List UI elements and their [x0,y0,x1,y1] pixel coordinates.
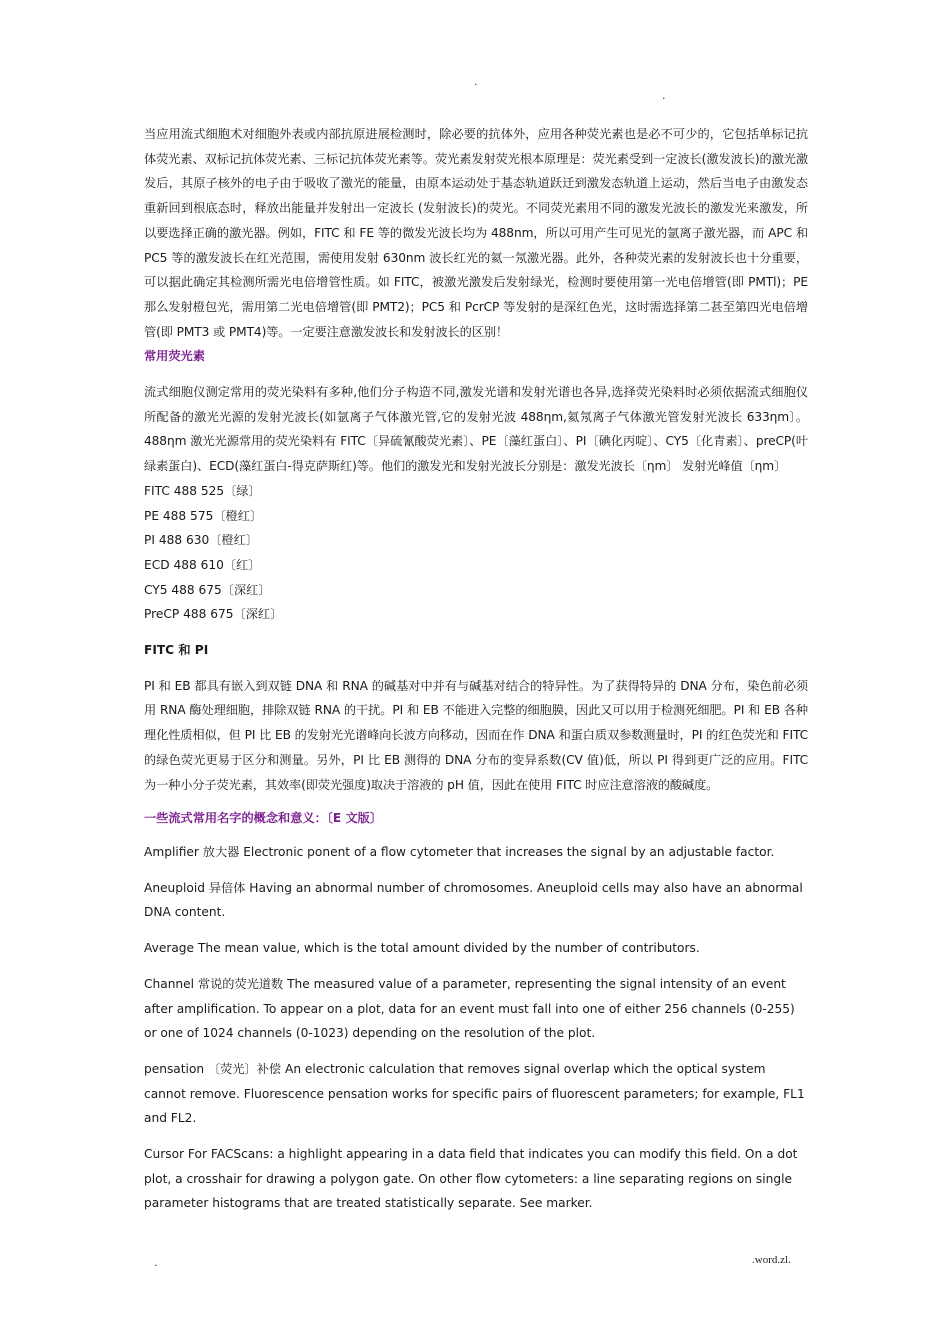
glossary-entry: Channel 常说的荧光道数 The measured value of a parameter, representing the signal intensity of an event after amplification. To appear on a plot, data for an event must fall into one of either 256 channels (0-255) or one of 1024 channels (0-1023) depending on the resolution of the plot. [144,976,795,1041]
fluorescein-paragraph: 流式细胞仪测定常用的荧光染料有多种,他们分子构造不同,激发光谱和发射光谱也各异,选择荧光染料时必须依据流式细胞仪所配备的激光光源的发射光波长(如氩离子气体激光管,它的发射光波 488ηm,氦氖离子气体激光管发射光波长 633ηm〕。488ηm 激光光源常用的荧光染料有 FITC〔异硫氰酸荧光素〕、PE〔藻红蛋白〕、PI〔碘化丙啶〕、CY5〔化青素〕、preCP(叶绿素蛋白)、ECD(藻红蛋白-得克萨斯红)等。他们的激发光和发射光波长分别是：激发光波长〔ηm〕 发射光峰值〔ηm〕 [144,385,808,474]
section-heading-fitc-pi: FITC 和 PI [144,643,209,658]
header-dot-left: . [474,75,478,88]
header-dot-right: . [662,89,666,102]
list-item: PreCP 488 675〔深红〕 [144,607,283,622]
glossary-entry: Amplifier 放大器 Electronic ponent of a flow cytometer that increases the signal by an adjustable factor. [144,844,775,859]
list-item: ECD 488 610〔红〕 [144,557,261,572]
section-heading-fluorescein: 常用荧光素 [144,349,205,364]
fluorescein-list [144,479,808,627]
list-item: FITC 488 525〔绿〕 [144,483,261,498]
glossary-entry: Aneuploid 异倍体 Having an abnormal number of chromosomes. Aneuploid cells may also have an abnormal DNA content. [144,880,803,920]
list-item: PI 488 630〔橙红〕 [144,533,258,548]
glossary-entry: Average The mean value, which is the total amount divided by the number of contributors. [144,941,700,956]
footer-dot: . [154,1256,158,1269]
glossary-entry: pensation 〔荧光〕补偿 An electronic calculation that removes signal overlap which the optical system cannot remove. Fluorescence pensation works for specific pairs of fluorescent parameters; for example, FL1 and FL2. [144,1061,805,1126]
list-item: CY5 488 675〔深红〕 [144,582,271,597]
intro-paragraph: 当应用流式细胞术对细胞外表或内部抗原进展检测时，除必要的抗体外，应用各种荧光素也是必不可少的，它包括单标记抗体荧光素、双标记抗体荧光素、三标记抗体荧光素等。荧光素发射荧光根本原理是：荧光素受到一定波长(激发波长)的激光激发后，其原子核外的电子由于吸收了激光的能量，由原本运动处于基态轨道跃迁到激发态轨道上运动，然后当电子由激发态重新回到根底态时，释放出能量并发射出一定波长 (发射波长)的荧光。不同荧光素用不同的激发光波长的激发光来激发，所以要选择正确的激光器。例如，FITC 和 FE 等的微发光波长均为 488nm，所以可用产生可见光的氩离子激光器，而 APC 和 PC5 等的激发波长在红光范围，需使用发射 630nm 波长红光的氦一氖激光器。此外，各种荧光素的发射波长也十分重要，可以据此确定其检测所需光电倍增管性质。如 FITC，被激光激发后发射绿光，检测时要使用第一光电倍增管(即 PMTl)；PE 那么发射橙包光，需用第二光电倍增管(即 PMT2)；PC5 和 PcrCP 等发射的是深红色光，这时需选择第二甚至第四光电倍增管(即 PMT3 或 PMT4)等。一定要注意激发波长和发射波长的区别！ [144,127,808,339]
list-item: PE 488 575〔橙红〕 [144,508,263,523]
document-body [144,122,808,1227]
glossary-entry: Cursor For FACScans: a highlight appearing in a data field that indicates you can modify this field. On a dot plot, a crosshair for drawing a polygon gate. On other flow cytometers: a line separating regions on single parameter histograms that are treated statistically separate. See marker. [144,1147,798,1211]
footer-source-text: .word.zl. [752,1254,791,1266]
section-heading-terms: 一些流式常用名字的概念和意义：〔E 文版〕 [144,811,383,826]
fitc-pi-paragraph: PI 和 EB 都具有嵌入到双链 DNA 和 RNA 的碱基对中并有与碱基对结合的特异性。为了获得特异的 DNA 分布，染色前必须用 RNA 酶处理细胞，排除双链 RNA 的干扰。PI 和 EB 不能进入完整的细胞膜，因此又可以用于检测死细肥。PI 和 EB 各种理化性质相似，但 PI 比 EB 的发射光光谱峰向长波方向移动，因而在作 DNA 和蛋白质双参数测量时，PI 的红色荧光和 FITC 的绿色荧光更易于区分和测量。另外，PI 比 EB 测得的 DNA 分布的变异系数(CV 值)低，所以 PI 得到更广泛的应用。FITC 为一种小分子荧光素，其效率(即荧光强度)取决于溶液的 pH 值，因此在使用 FITC 时应注意溶液的酸碱度。 [144,678,808,792]
glossary-list [144,840,808,1216]
